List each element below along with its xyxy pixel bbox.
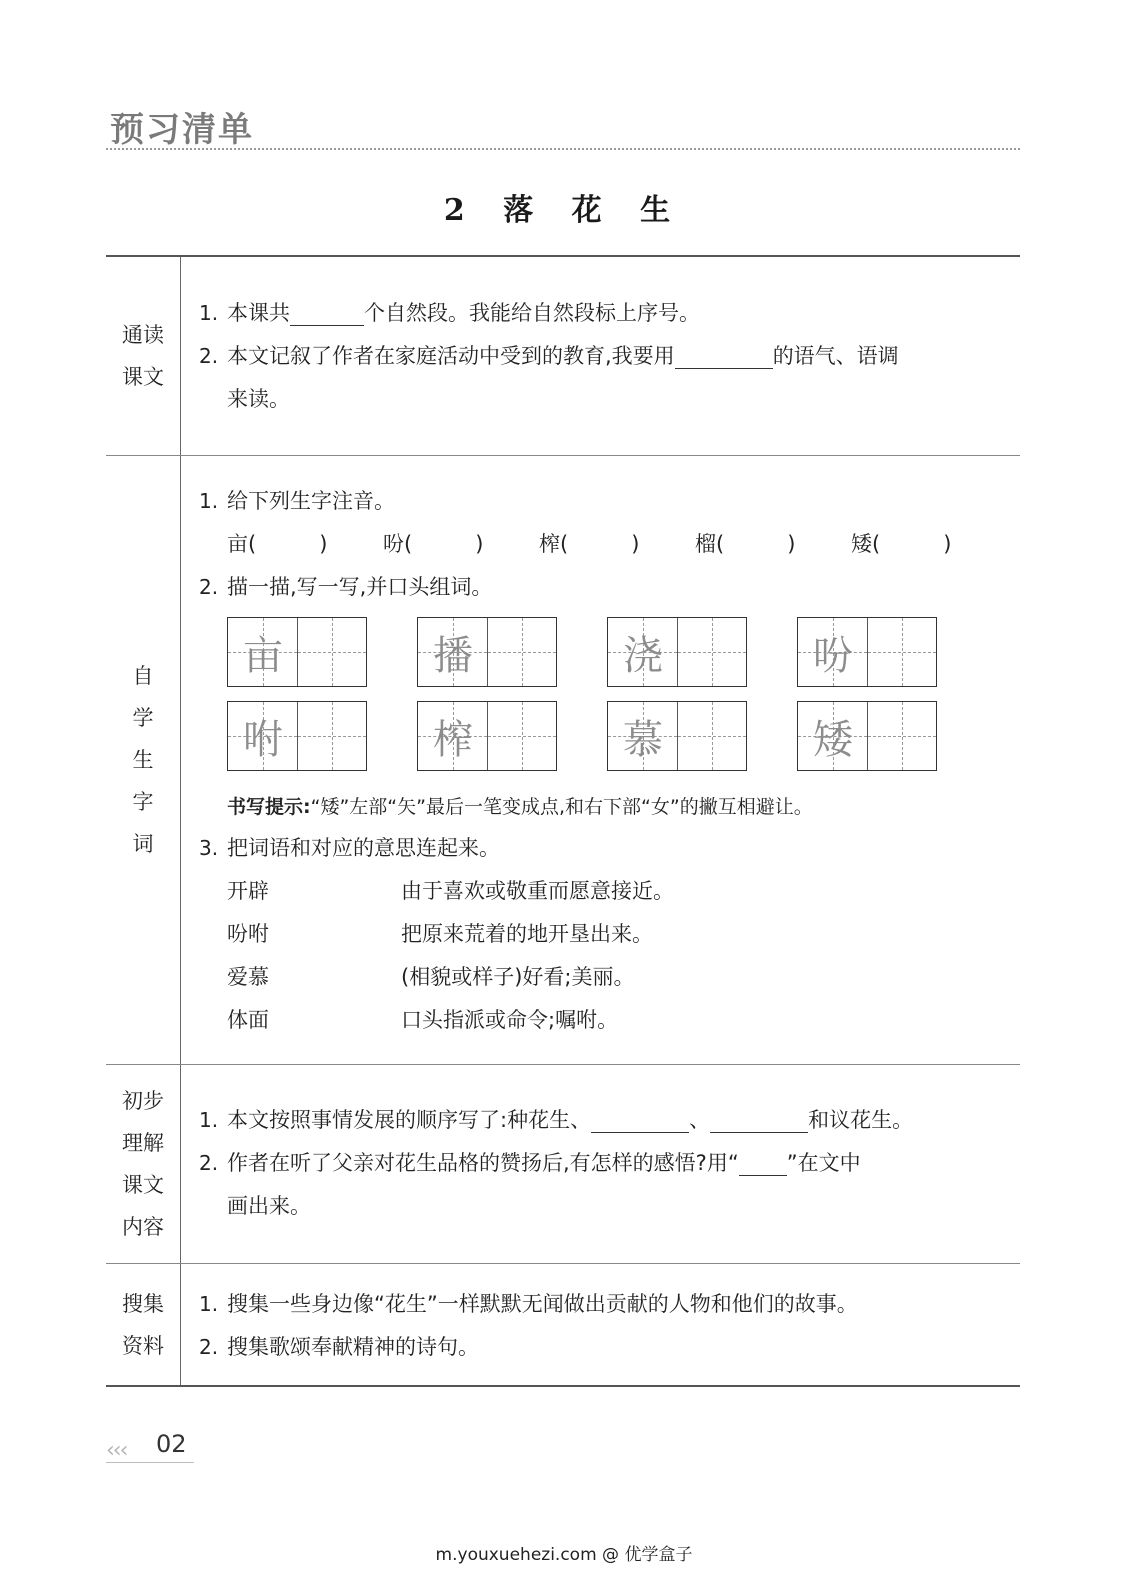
section-label-cell: [106, 456, 181, 1064]
pinyin-item[interactable]: 榴( ): [695, 532, 796, 556]
section-label: 自 学 生 字 词: [132, 664, 154, 856]
question-2-continued: 来读。: [227, 387, 290, 411]
writing-grid[interactable]: [797, 617, 937, 687]
question-2-continued: 画出来。: [227, 1194, 311, 1218]
writing-grid-row: [227, 701, 1020, 771]
worksheet-table: [106, 255, 1020, 1387]
section-content: [181, 257, 1020, 455]
section-content: [181, 1065, 1020, 1263]
trace-character: 榨: [433, 716, 473, 763]
match-item[interactable]: 爱慕 (相貌或样子)好看;美丽。: [227, 965, 635, 989]
question-1: 1. 本文按照事情发展的顺序写了:种花生、 、 和议花生。: [199, 1108, 914, 1132]
pinyin-item[interactable]: 吩( ): [383, 532, 484, 556]
section-label: 通读 课文: [122, 323, 164, 389]
writing-grid[interactable]: [227, 701, 367, 771]
section-label: 初步 理解 课文 内容: [122, 1089, 164, 1239]
question-2: 2. 描一描,写一写,并口头组词。: [199, 575, 493, 599]
section-content: [181, 456, 1020, 1064]
section-content: [181, 1264, 1020, 1385]
match-item[interactable]: 体面 口头指派或命令;嘱咐。: [227, 1008, 619, 1032]
trace-character: 吩: [813, 632, 853, 679]
question-1: 1. 本课共 个自然段。我能给自然段标上序号。: [199, 301, 700, 325]
page-number: 02: [156, 1430, 187, 1458]
trace-character: 播: [433, 632, 473, 679]
section-collect: [106, 1264, 1020, 1385]
pinyin-item[interactable]: 亩( ): [227, 532, 328, 556]
trace-character: 咐: [243, 716, 283, 763]
question-3: 3. 把词语和对应的意思连起来。: [199, 836, 500, 860]
question-2: 2. 本文记叙了作者在家庭活动中受到的教育,我要用 的语气、语调: [199, 344, 899, 368]
writing-grid[interactable]: [607, 617, 747, 687]
section-label: 搜集 资料: [122, 1291, 164, 1358]
section-label-cell: [106, 1264, 181, 1385]
chevrons-left-icon: ‹‹‹: [106, 1438, 127, 1463]
writing-grid[interactable]: [607, 701, 747, 771]
answer-blank[interactable]: [710, 1110, 808, 1133]
match-item[interactable]: 开辟 由于喜欢或敬重而愿意接近。: [227, 879, 674, 903]
header-divider: [106, 148, 1020, 150]
writing-grid-row: [227, 617, 1020, 687]
section-understand: [106, 1065, 1020, 1264]
question-1: 1. 给下列生字注音。: [199, 489, 395, 513]
answer-blank[interactable]: [675, 346, 773, 369]
match-item[interactable]: 吩咐 把原来荒着的地开垦出来。: [227, 922, 653, 946]
lesson-title: 2 落 花 生: [443, 193, 685, 228]
trace-character: 慕: [623, 716, 663, 763]
underline-sample: [739, 1153, 787, 1176]
watermark: m.youxuehezi.com @ 优学盒子: [435, 1545, 693, 1565]
trace-character: 矮: [813, 716, 853, 763]
section-label-cell: [106, 257, 181, 455]
answer-blank[interactable]: [290, 303, 364, 326]
section-read: [106, 257, 1020, 456]
section-label-cell: [106, 1065, 181, 1263]
answer-blank[interactable]: [591, 1110, 689, 1133]
trace-character: 浇: [623, 632, 663, 679]
pinyin-item[interactable]: 矮( ): [851, 532, 952, 556]
section-study: [106, 456, 1020, 1065]
writing-grid[interactable]: [417, 701, 557, 771]
question-1: 1. 搜集一些身边像“花生”一样默默无闻做出贡献的人物和他们的故事。: [199, 1292, 858, 1316]
header-title: 预习清单: [110, 110, 254, 150]
question-2: 2. 作者在听了父亲对花生品格的赞扬后,有怎样的感悟?用“ ”在文中: [199, 1151, 861, 1175]
writing-grid[interactable]: [797, 701, 937, 771]
writing-tip: 书写提示:“矮”左部“矢”最后一笔变成点,和右下部“女”的撇互相避让。: [227, 796, 813, 818]
writing-grid[interactable]: [227, 617, 367, 687]
footer-divider: [106, 1462, 194, 1463]
pinyin-item[interactable]: 榨( ): [539, 532, 640, 556]
pinyin-row: [199, 523, 1020, 566]
question-2: 2. 搜集歌颂奉献精神的诗句。: [199, 1335, 479, 1359]
writing-grid[interactable]: [417, 617, 557, 687]
trace-character: 亩: [243, 632, 283, 679]
